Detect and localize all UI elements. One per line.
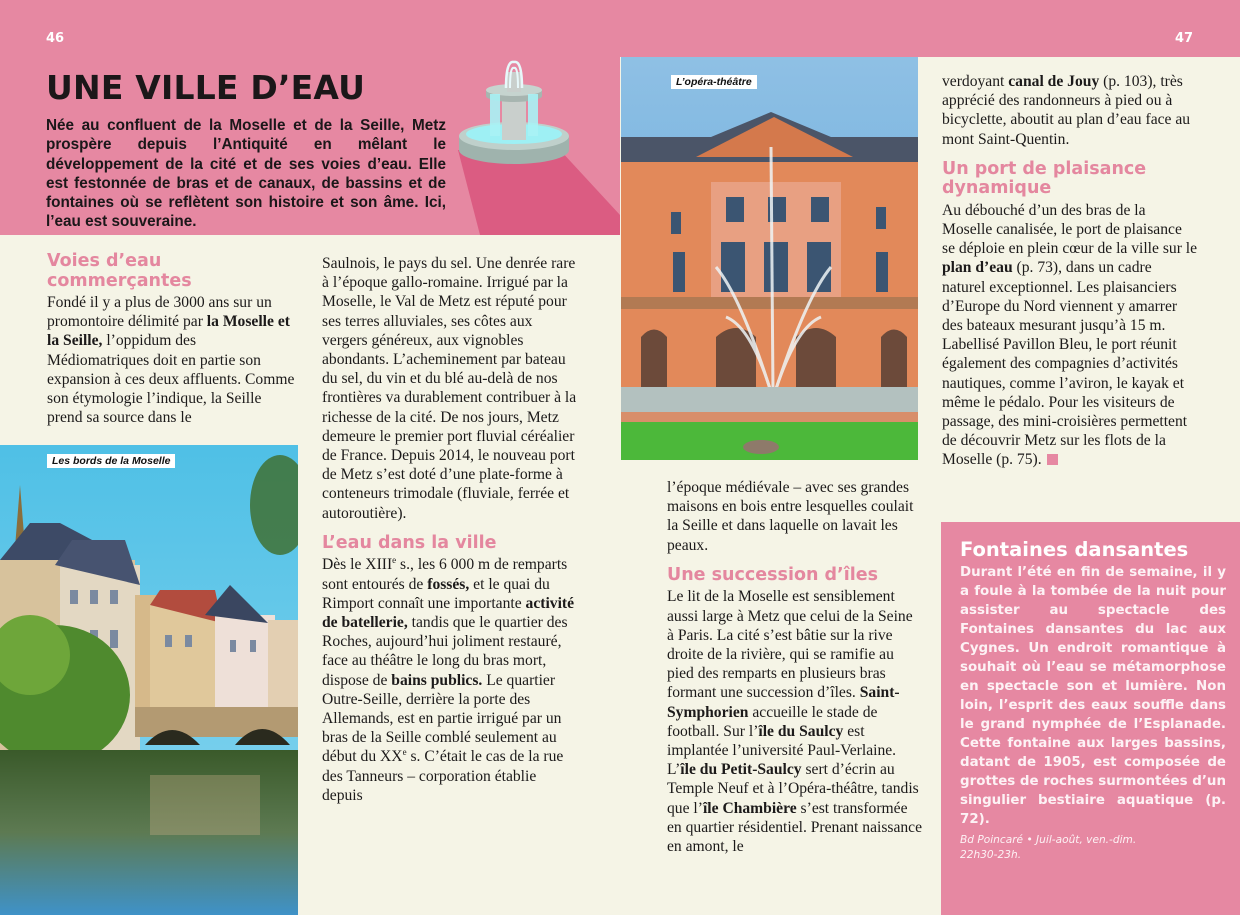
column-3 [667,478,923,856]
intro-paragraph: Née au confluent de la Moselle et de la Seille, Metz prospère depuis l’Antiquité en mêlant le développement de la cité et de ses voies d’eau. Elle est festonnée de bras et de canaux, de bassins et de fontaines où se reflètent son histoire et son âme. Ici, l’eau est souveraine. [46,117,446,231]
photo-caption: L’opéra-théâtre [671,75,757,89]
opera-scene-image [621,57,918,460]
body-text: Le lit de la Moselle est sensiblement aussi large à Metz que celui de la Seine à Paris. La cité s’est bâtie sur la rive droite de la rivière, qui se ramifie au pied des remparts en plusieurs bras formant une succession d’îles. Saint-Symphorien accueille le stade de football. Sur l’île du Saulcy est implantée l’université Paul-Verlaine. L’île du Petit-Saulcy sert d’écrin au Temple Neuf et à l’Opéra-théâtre, tandis que l’île Chambière s’est transformée en quartier résidentiel. Prenant naissance en amont, le [667,588,923,855]
sidebar-body: Durant l’été en fin de semaine, il y a foule à la tombée de la nuit pour assister au spectacle des Fontaines dansantes du lac aux Cygnes. Un endroit romantique à souhait où l’eau se métamorphose en spectacle son et lumière. Non loin, l’esprit des eaux souffle dans le grand nymphée de l’Esplanade. Cette fontaine aux larges bassins, datant de 1905, est composée de grottes de roches surmontées d’un singulier bestiaire aquatique (p. 72). [960,565,1226,827]
body-text: Au débouché d’un des bras de la Moselle canalisée, le port de plaisance se déploie en plein cœur de la ville sur le plan d’eau (p. 73), dans un cadre naturel exceptionnel. Les plaisanciers d’Europe du Nord viennent y amarrer des bateaux mesurant jusqu’à 15 m. Labellisé Pavillon Bleu, le port réunit également des compagnies d’activités nautiques, comme l’aviron, le kayak et même le pédalo. Pour les visiteurs de passage, des mini-croisières permettent de découvrir Metz sur les flots de la Moselle (p. 75). [942,201,1198,469]
body-text: l’époque médiévale – avec ses grandes maisons en bois entre lesquelles coulait la Seille et dans laquelle on lavait les peaux. [667,479,914,554]
header-band-right [620,0,1240,57]
photo-opera-theatre [621,57,918,460]
end-of-article-mark-icon [1047,454,1058,465]
page-number-right: 47 [1175,31,1194,46]
section-heading-succession-diles: Une succession d’îles [667,564,878,585]
section-heading-port-de-plaisance: Un port de plaisance dynamique [942,158,1147,199]
sidebar-practical-info: Bd Poincaré • Juil-août, ven.-dim. 22h30-23h. [960,834,1137,861]
section-heading-eau-dans-la-ville: L’eau dans la ville [322,532,497,553]
moselle-scene-image [0,445,298,915]
section-heading: Voies d’eau commerçantes [47,251,192,291]
body-text: Saulnois, le pays du sel. Une denrée rare à l’époque gallo-romaine. Irrigué par la Moselle, le Val de Metz est réputé pour ses terres alluviales, ses côtes aux vergers généreux, aux vignobles abondants. L’acheminement par bateau du sel, du vin et du blé au-delà de nos frontières va durablement contribuer à la richesse de la cité. De nos jours, Metz demeure le premier port fluvial céréalier de France. Depuis 2014, le nouveau port de Metz s’est doté d’une plate-forme à conteneurs trimodale (fluviale, ferrée et autoroutière). [322,255,577,522]
body-text: Fondé il y a plus de 3000 ans sur un promontoire délimité par la Moselle et la Seille, l’oppidum des Médiomatriques doit en partie son expansion à ces deux affluents. Comme son étymologie l’indique, la Seille prend sa source dans le [47,294,295,427]
column-4 [942,72,1198,470]
photo-moselle-banks [0,445,298,915]
body-text: Dès le XIIIe s., les 6 000 m de remparts sont entourés de fossés, et le quai du Rimport connaît une importante activité de batellerie, tandis que le quartier des Roches, aujourd’hui joliment restauré, face au théâtre le long du bras mort, dispose de bains publics. Le quartier Outre-Seille, derrière la porte des Allemands, est en partie irrigué par un bras de la Seille comblé seulement au début du XXe s. C’était le cas de la rue des Tanneurs – corporation établie depuis [322,555,575,804]
column-2 [322,254,578,805]
sidebar-title: Fontaines dansantes [960,538,1189,561]
page-title: UNE VILLE D’EAU [46,68,366,107]
photo-caption: Les bords de la Moselle [47,454,175,468]
body-text: verdoyant canal de Jouy (p. 103), très apprécié des randonneurs à pied ou à bicyclette, aboutit au plan d’eau face au mont Saint-Quentin. [942,73,1191,148]
sidebar-fontaines-dansantes [941,522,1240,915]
page-number-left: 46 [46,31,65,46]
section-voies-deau [47,252,295,427]
